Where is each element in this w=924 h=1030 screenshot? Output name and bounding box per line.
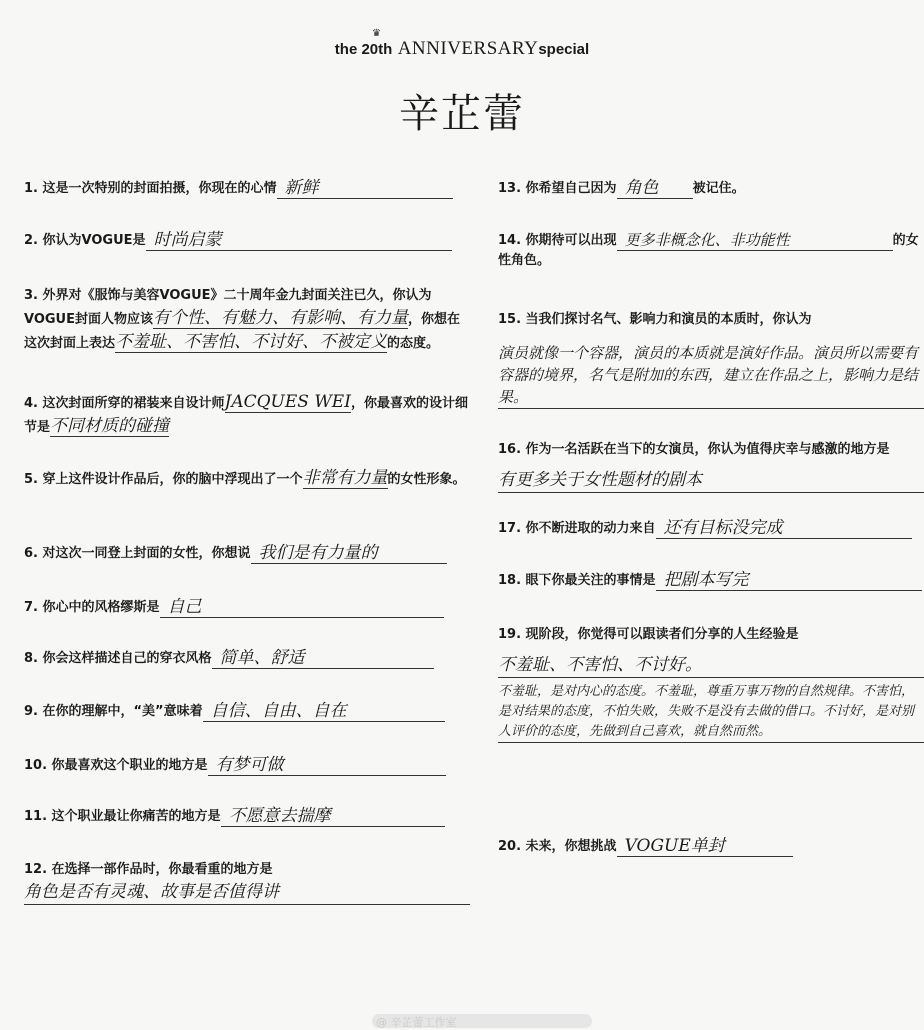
question-3 — [24, 286, 472, 354]
prompt: 18. 眼下你最关注的事情是 — [498, 573, 656, 588]
question-2 — [24, 230, 472, 251]
answer-2: 不羞耻，是对内心的态度。不羞耻，尊重万事万物的自然规律。不害怕，是对结果的态度，不怕失败，失败不是没有去做的借口。不讨好，是对别人评价的态度，先做到自己喜欢，就自然而然。 — [498, 682, 924, 743]
question-1 — [24, 178, 472, 199]
answer: 有梦可做 — [208, 755, 446, 776]
prompt: 2. 你认为VOGUE是 — [24, 233, 146, 248]
banner-20th: 20th — [361, 41, 393, 58]
answer-1: 不羞耻、不害怕、不讨好。 — [498, 653, 924, 678]
anniversary-banner — [0, 28, 924, 60]
question-6 — [24, 543, 472, 564]
prompt: 20. 未来，你想挑战 — [498, 839, 617, 854]
answer: 简单、舒适 — [212, 648, 434, 669]
prompt: 16. 作为一名活跃在当下的女演员，你认为值得庆幸与感激的地方是 — [498, 442, 890, 457]
prompt: 1. 这是一次特别的封面拍摄，你现在的心情 — [24, 181, 277, 196]
prompt: 11. 这个职业最让你痛苦的地方是 — [24, 809, 221, 824]
prompt-2: 的女性角色。 — [498, 233, 919, 268]
answer: VOGUE单封 — [617, 836, 793, 857]
question-12 — [24, 860, 472, 905]
answer: 更多非概念化、非功能性 — [617, 230, 893, 251]
prompt: 3. 外界对《服饰与美容VOGUE》二十周年金九封面关注已久，你认为VOGUE封面人物应该 — [24, 288, 432, 327]
prompt-2: ，你最喜欢的设计细节是 — [24, 396, 468, 435]
banner-special: special — [538, 41, 590, 58]
prompt: 9. 在你的理解中，“美”意味着 — [24, 704, 203, 719]
question-20 — [498, 836, 924, 857]
answer: 不愿意去揣摩 — [221, 806, 445, 827]
answer: 角色 — [617, 178, 693, 199]
answer-2: 不同材质的碰撞 — [50, 416, 170, 436]
question-16 — [498, 440, 924, 493]
question-17 — [498, 518, 924, 539]
question-14 — [498, 230, 924, 271]
question-7 — [24, 597, 472, 618]
answer: 非常有力量 — [302, 468, 388, 488]
question-8 — [24, 648, 472, 669]
question-19 — [498, 625, 924, 743]
answer: 新鲜 — [277, 178, 453, 199]
prompt: 12. 在选择一部作品时，你最看重的地方是 — [24, 862, 273, 877]
watermark-text: @ 辛芷蕾工作室 — [376, 1016, 457, 1029]
prompt-2: 被记住。 — [692, 181, 745, 196]
question-18 — [498, 570, 924, 591]
answer: 我们是有力量的 — [251, 543, 447, 564]
answer: 时尚启蒙 — [146, 230, 452, 251]
banner-the: the — [334, 41, 362, 58]
page-title: 辛芷蕾 — [399, 91, 525, 137]
prompt: 17. 你不断进取的动力来自 — [498, 521, 656, 536]
prompt: 19. 现阶段，你觉得可以跟读者们分享的人生经验是 — [498, 627, 799, 642]
answer-2: 不羞耻、不害怕、不讨好、不被定义 — [115, 332, 388, 352]
prompt: 4. 这次封面所穿的裙装来自设计师 — [24, 396, 225, 411]
watermark — [372, 1014, 592, 1028]
question-9 — [24, 701, 472, 722]
prompt: 7. 你心中的风格缪斯是 — [24, 600, 160, 615]
answer-1: 有个性、有魅力、有影响、有力量 — [153, 308, 408, 328]
crown-icon: ♛ — [372, 28, 381, 39]
answer: 还有目标没完成 — [656, 518, 912, 539]
prompt: 13. 你希望自己因为 — [498, 181, 617, 196]
prompt-2: ，你想在这次封面上表达 — [24, 312, 461, 351]
answer: 自己 — [160, 597, 444, 618]
answer-1: JACQUES WEI — [224, 392, 351, 412]
answer: 自信、自由、自在 — [203, 701, 445, 722]
prompt-3: 的态度。 — [387, 336, 440, 351]
prompt: 10. 你最喜欢这个职业的地方是 — [24, 758, 208, 773]
answer: 演员就像一个容器，演员的本质就是演好作品。演员所以需要有容器的境界，名气是附加的东西，建立在作品之上，影响力是结果。 — [498, 342, 924, 409]
prompt: 5. 穿上这件设计作品后，你的脑中浮现出了一个 — [24, 472, 303, 487]
prompt-2: 的女性形象。 — [387, 472, 466, 487]
prompt: 15. 当我们探讨名气、影响力和演员的本质时，你认为 — [498, 312, 812, 327]
question-13 — [498, 178, 924, 199]
prompt: 8. 你会这样描述自己的穿衣风格 — [24, 651, 212, 666]
answer: 有更多关于女性题材的剧本 — [498, 468, 924, 493]
answer: 把剧本写完 — [656, 570, 922, 591]
question-5 — [24, 466, 472, 490]
prompt: 14. 你期待可以出现 — [498, 233, 617, 248]
question-10 — [24, 755, 472, 776]
banner-anniversary: ANNIVERSARY — [397, 38, 539, 59]
question-15 — [498, 310, 924, 409]
question-4 — [24, 390, 472, 438]
answer: 角色是否有灵魂、故事是否值得讲 — [24, 880, 470, 905]
prompt: 6. 对这次一同登上封面的女性，你想说 — [24, 546, 251, 561]
question-11 — [24, 806, 472, 827]
